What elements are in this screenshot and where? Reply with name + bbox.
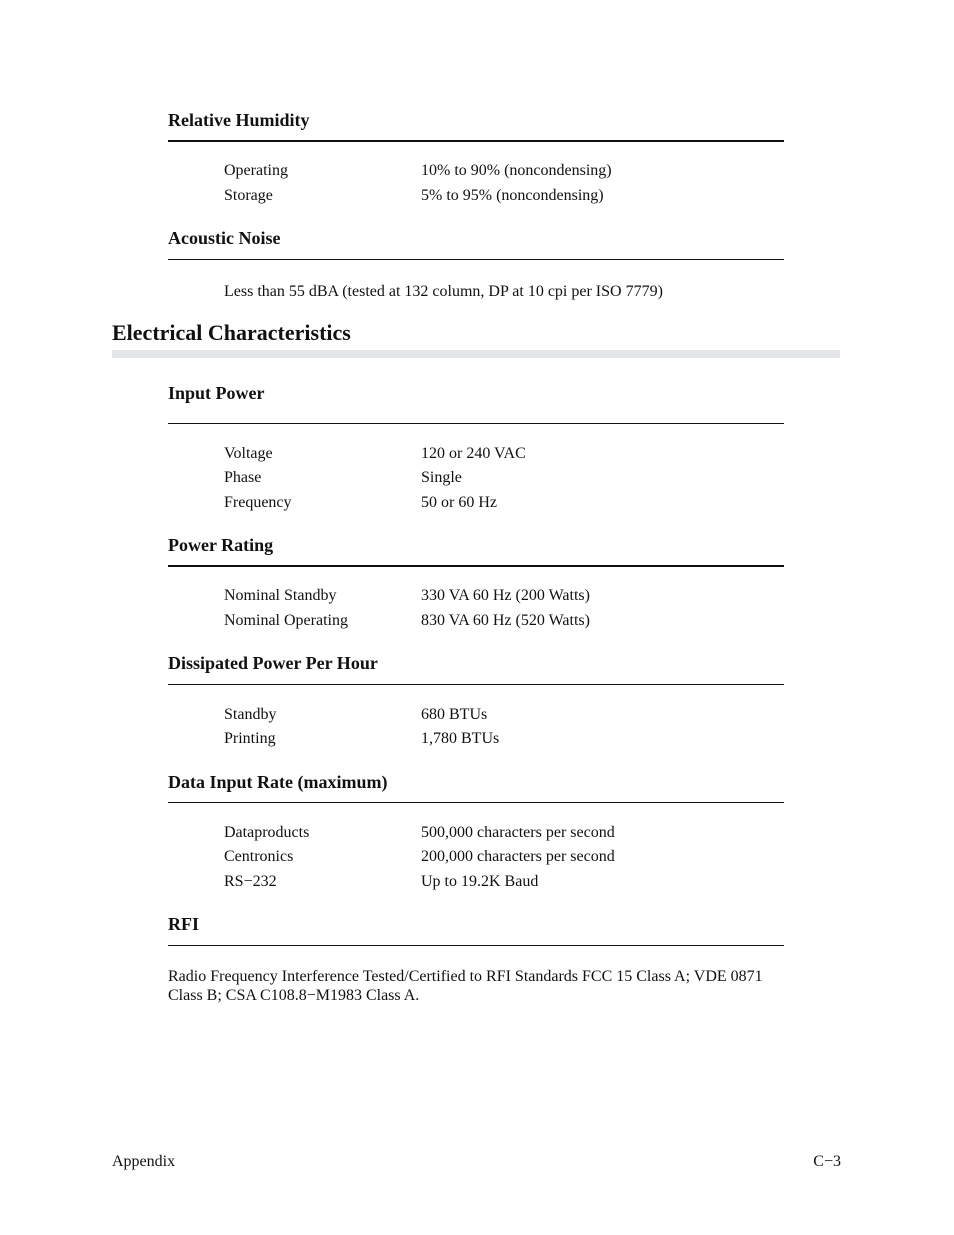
divider bbox=[168, 945, 784, 946]
spec-value: 120 or 240 VAC bbox=[421, 445, 526, 462]
spec-label: Nominal Operating bbox=[224, 612, 348, 629]
spec-label: Operating bbox=[224, 162, 288, 179]
heading-power-rating: Power Rating bbox=[168, 535, 274, 555]
section-title: Electrical Characteristics bbox=[112, 320, 351, 345]
spec-value: 50 or 60 Hz bbox=[421, 494, 497, 511]
section-bar bbox=[112, 350, 840, 358]
heading-rfi: RFI bbox=[168, 914, 199, 934]
heading-input-power: Input Power bbox=[168, 383, 265, 403]
heading-acoustic-noise: Acoustic Noise bbox=[168, 228, 281, 248]
heading-dissipated-power: Dissipated Power Per Hour bbox=[168, 653, 378, 673]
spec-value: 10% to 90% (noncondensing) bbox=[421, 162, 612, 179]
divider bbox=[168, 565, 784, 567]
spec-value: Up to 19.2K Baud bbox=[421, 873, 539, 890]
spec-label: Frequency bbox=[224, 494, 292, 511]
spec-value: 5% to 95% (noncondensing) bbox=[421, 187, 604, 204]
spec-label: Phase bbox=[224, 469, 262, 486]
spec-value: Single bbox=[421, 469, 462, 486]
divider bbox=[168, 802, 784, 803]
page-number: C−3 bbox=[813, 1153, 841, 1170]
spec-value: 330 VA 60 Hz (200 Watts) bbox=[421, 587, 590, 604]
spec-value: 830 VA 60 Hz (520 Watts) bbox=[421, 612, 590, 629]
divider bbox=[168, 259, 784, 260]
spec-label: RS−232 bbox=[224, 873, 277, 890]
divider bbox=[168, 423, 784, 424]
divider bbox=[168, 684, 784, 685]
spec-label: Storage bbox=[224, 187, 273, 204]
heading-relative-humidity: Relative Humidity bbox=[168, 110, 310, 130]
divider bbox=[168, 140, 784, 142]
spec-value: 1,780 BTUs bbox=[421, 730, 500, 747]
rfi-text: Radio Frequency Interference Tested/Certified to RFI Standards FCC 15 Class A; VDE 0871 Class B; CSA C108.8−M1983 Class A. bbox=[168, 968, 763, 1004]
spec-label: Printing bbox=[224, 730, 276, 747]
heading-data-input-rate: Data Input Rate (maximum) bbox=[168, 772, 388, 792]
spec-label: Voltage bbox=[224, 445, 273, 462]
spec-value: 200,000 characters per second bbox=[421, 848, 615, 865]
spec-label: Dataproducts bbox=[224, 824, 310, 841]
footer-label: Appendix bbox=[112, 1153, 176, 1170]
spec-value: 500,000 characters per second bbox=[421, 824, 615, 841]
spec-label: Centronics bbox=[224, 848, 294, 865]
acoustic-noise-text: Less than 55 dBA (tested at 132 column, DP at 10 cpi per ISO 7779) bbox=[224, 283, 663, 300]
spec-label: Nominal Standby bbox=[224, 587, 337, 604]
spec-label: Standby bbox=[224, 706, 277, 723]
spec-value: 680 BTUs bbox=[421, 706, 488, 723]
